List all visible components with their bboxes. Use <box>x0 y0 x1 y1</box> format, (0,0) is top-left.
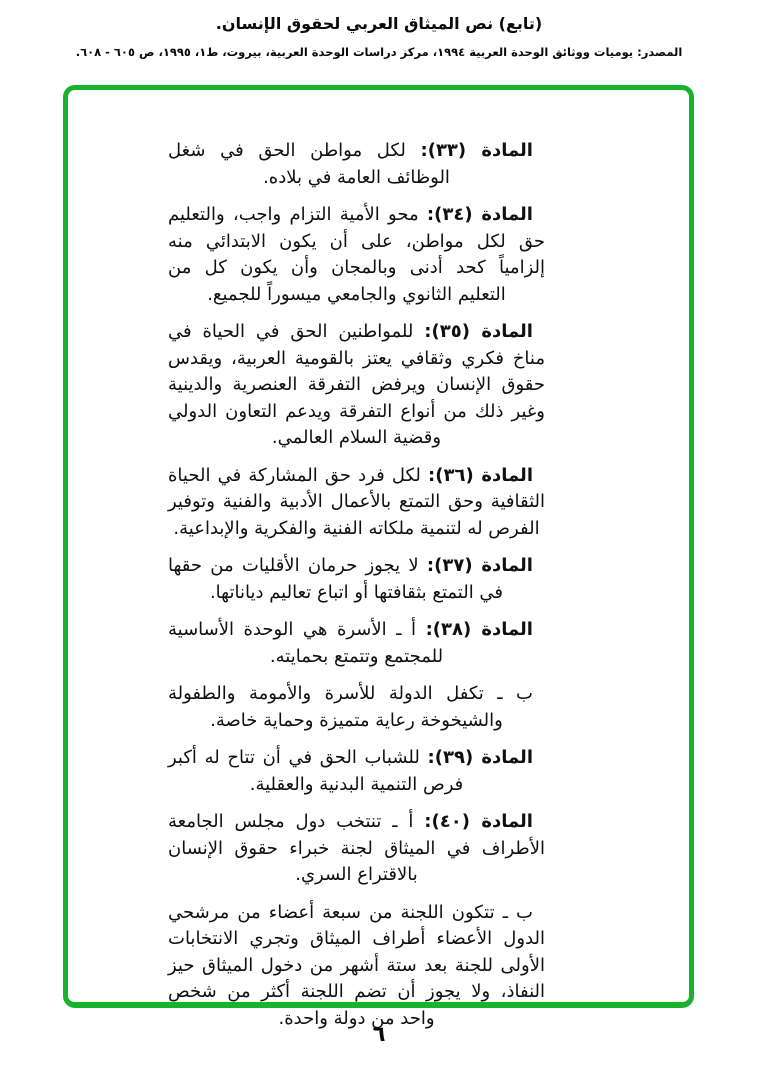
article-38-part-b-text: ب ـ تكفل الدولة للأسرة والأمومة والطفولة والشيخوخة رعاية متميزة وحماية خاصة. <box>168 683 533 731</box>
article-39-label: المادة (٣٩): <box>427 747 533 768</box>
article-33-text: لكل مواطن الحق في شغل الوظائف العامة في بلاده. <box>168 140 450 188</box>
article-35-text: للمواطنين الحق في الحياة في مناخ فكري وثقافي يعتز بالقومية العربية، ويقدس حقوق الإنسان ويرفض التفرقة العنصرية والدينية وغير ذلك من أنواع التفرقة ويدعم التعاون الدولي وقضية السلام العالمي. <box>168 321 545 448</box>
article-40-part-a-text: أ ـ تنتخب دول مجلس الجامعة الأطراف في الميثاق لجنة خبراء حقوق الإنسان بالاقتراع السري. <box>168 811 545 885</box>
articles-text-column <box>168 138 545 1043</box>
article-33-paragraph <box>168 138 545 191</box>
article-37-text: لا يجوز حرمان الأقليات من حقها في التمتع بثقافتها أو اتباع تعاليم دياناتها. <box>168 555 504 603</box>
article-34-paragraph <box>168 202 545 308</box>
article-35-paragraph <box>168 319 545 452</box>
article-39-paragraph <box>168 745 545 798</box>
article-40-part-a-paragraph <box>168 809 545 889</box>
document-title: (تابع) نص الميثاق العربي لحقوق الإنسان. <box>215 14 543 33</box>
article-39-text: للشباب الحق في أن تتاح له أكبر فرص التنمية البدنية والعقلية. <box>168 747 464 795</box>
article-34-text: محو الأمية التزام واجب، والتعليم حق لكل مواطن، على أن يكون الابتدائي منه إلزامياً كحد أدنى وبالمجان وأن يكون كل من التعليم الثانوي والجامعي ميسوراً للجميع. <box>168 204 545 305</box>
article-40-part-b-text: ب ـ تتكون اللجنة من سبعة أعضاء من مرشحي الدول الأعضاء أطراف الميثاق وتجري الانتخابات الأولى للجنة بعد ستة أشهر من دخول الميثاق حيز النفاذ، ولا يجوز أن تضم اللجنة أكثر من شخص واحد من دولة واحدة. <box>168 901 545 1029</box>
article-37-paragraph <box>168 553 545 606</box>
article-35-label: المادة (٣٥): <box>424 321 533 342</box>
page-number: ٦ <box>372 1022 386 1046</box>
article-33-label: المادة (٣٣): <box>420 140 533 161</box>
article-36-paragraph <box>168 463 545 543</box>
article-34-label: المادة (٣٤): <box>426 204 533 225</box>
article-40-part-b-paragraph <box>168 900 545 1033</box>
article-36-text: لكل فرد حق المشاركة في الحياة الثقافية وحق التمتع بالأعمال الأدبية والفنية وتوفير الفرص له لتنمية ملكاته الفنية والفكرية والإبداعية. <box>168 464 545 539</box>
article-37-label: المادة (٣٧): <box>426 555 533 576</box>
article-38-label: المادة (٣٨): <box>425 619 533 640</box>
article-36-label: المادة (٣٦): <box>428 464 533 486</box>
article-38-part-a-paragraph <box>168 617 545 670</box>
article-40-label: المادة (٤٠): <box>424 811 533 832</box>
source-citation: المصدر: يوميات ووثائق الوحدة العربية ١٩٩٤، مركز دراسات الوحدة العربية، بيروت، ط١، ١٩٩٥، ص ٦٠٥ - ٦٠٨. <box>75 45 683 59</box>
article-38-part-b-paragraph <box>168 681 545 734</box>
article-38-part-a-text: أ ـ الأسرة هي الوحدة الأساسية للمجتمع وتتمتع بحمايته. <box>168 619 444 667</box>
